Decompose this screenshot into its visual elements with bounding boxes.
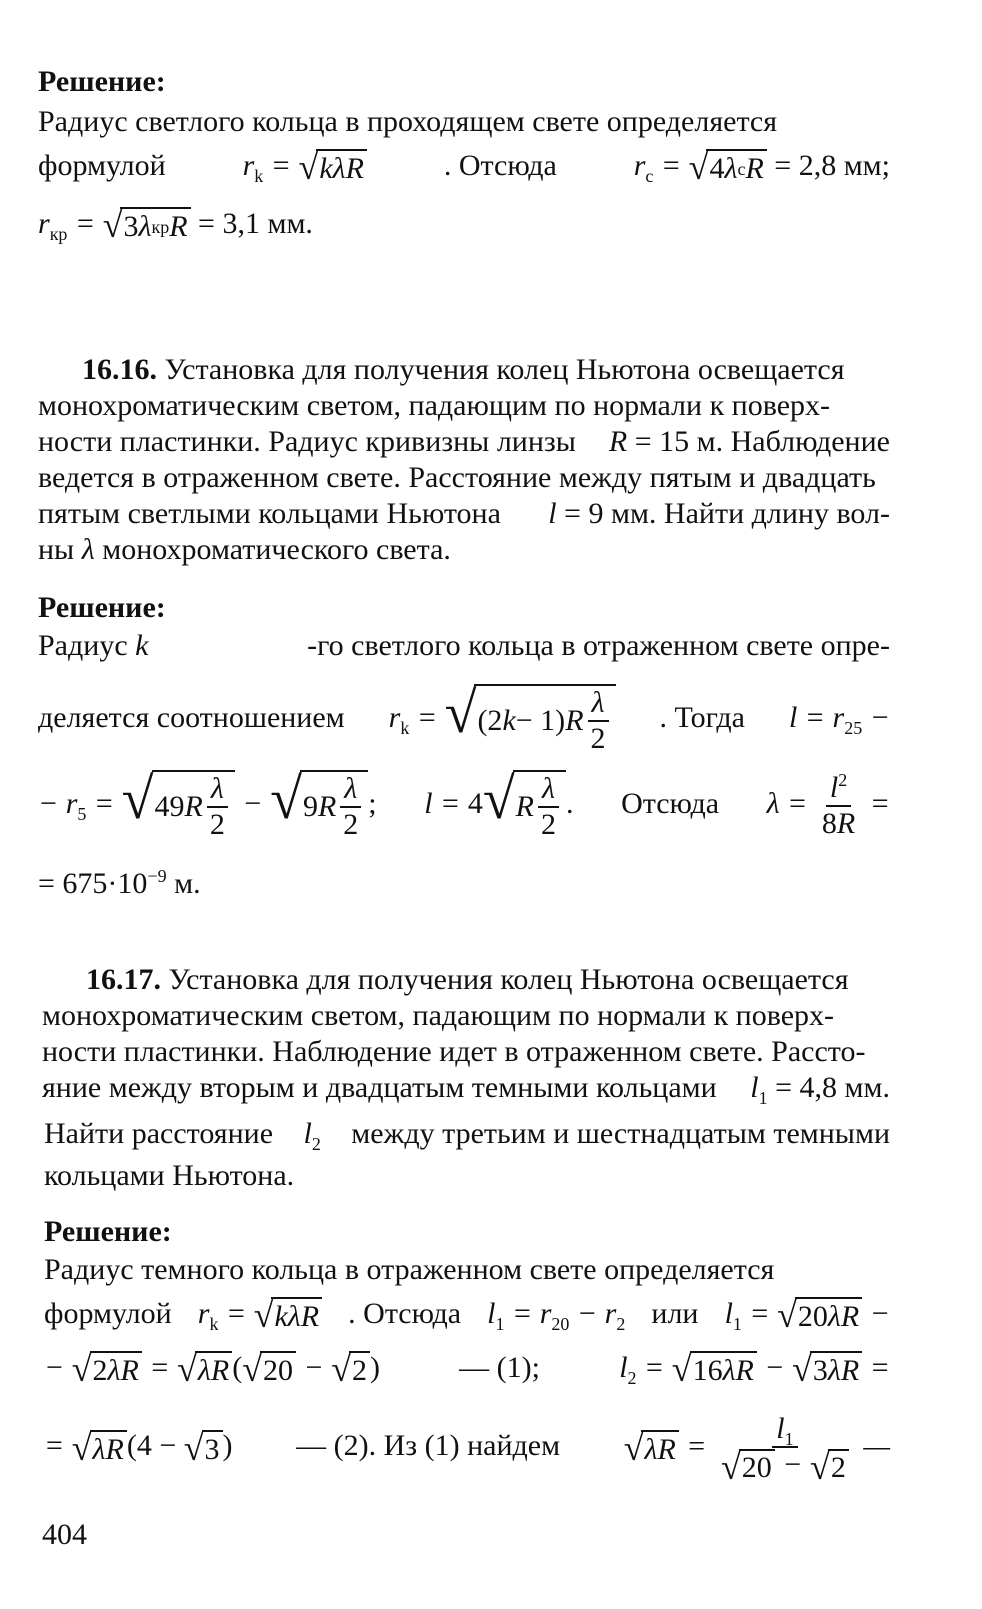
formula-sqrt-lambda-r: √ λR = $l_1$ √ 20 − √ 2 — [623, 1412, 890, 1488]
formula-rc: $r_c$ = √ 4 λ c R = 2,8 мм; [633, 147, 890, 188]
text-line: Радиус темного кольца в отраженном свете определяется [44, 1253, 775, 1286]
formula-lambda: λ = $\frac{l^2}{8R}$ = [766, 770, 890, 840]
formula-eq1: − √ 2 λR = √ λR ( √ 20 − √ 2 ) [44, 1349, 380, 1390]
text-line: кольцами Ньютона. [44, 1159, 295, 1192]
text-line: Радиус k -го светлого кольца в отраженном свете опре- [38, 629, 890, 662]
text-line: ны λ монохроматического света. [38, 533, 451, 566]
text-line: монохроматическим светом, падающим по нормали к поверх- [38, 389, 830, 422]
solution-heading: Решение: [38, 65, 166, 98]
formula-line: − √ 2 λR = √ λR ( √ 20 − √ 2 ) — (1); $l_2$ = √ 16 λR − √ 3 λR = [44, 1349, 890, 1390]
formula-eq2: = √ λR (4 − √ 3 ) [44, 1427, 233, 1468]
formula-rk-bright: $r_k$ = √ (2 k − 1) R $\frac{\lambda}{2}$ [389, 684, 616, 756]
text-line: пятым светлыми кольцами Ньютона l = 9 мм. Найти длину вол- [38, 497, 890, 530]
problem-16-17: 16.17. Установка для получения колец Ньютона освещается [86, 963, 849, 996]
text-line: яние между вторым и двадцатым темными кольцами $l_1 = 4,8$ мм. [42, 1071, 890, 1108]
page-number: 404 [42, 1518, 87, 1551]
text-line: Найти расстояние $l_2$ между третьим и шестнадцатым темными [44, 1117, 890, 1154]
problem-16-16: 16.16. Установка для получения колец Ньютона освещается [82, 353, 845, 386]
formula-rkr: $r_{кр}$ = √ 3 λ кр R = 3,1 мм. [38, 205, 313, 246]
formula-line: = $675\cdot 10^{-9}$ м. [38, 866, 201, 900]
formula-rk: $r_k$ = √ kλR [243, 148, 367, 187]
text-line: ности пластинки. Радиус кривизны линзы R = 15 м. Наблюдение [38, 425, 890, 458]
solution-heading: Решение: [44, 1215, 172, 1248]
formula-l2: $l_2$ = √ 16 λR − √ 3 λR = [619, 1349, 890, 1390]
formula-line: деляется соотношением $r_k$ = √ (2 k − 1) R $\frac{\lambda}{2}$ . Тогда $l = r_{25}$ − [38, 680, 890, 755]
solution-heading: Решение: [38, 591, 166, 624]
formula-rk-dark: $r_k$ = √ kλR [198, 1296, 322, 1335]
formula-line [38, 206, 890, 245]
formula-line: формулой $r_k$ = √ kλR . Отсюда $l_1 = r_{20} - r_2$ или $l_1$ = √ 20 λR − [44, 1295, 890, 1336]
formula-line: = √ λR (4 − √ 3 ) — (2). Из (1) найдем √ λR = $l_1$ √ 20 − √ 2 — [44, 1412, 890, 1488]
text-line: Радиус светлого кольца в проходящем свете определяется [38, 105, 778, 138]
formula-l-diff: − $r_5$ = √ 49 R $\frac{\lambda}{2}$ − √ 9 R $\frac{\lambda}{2}$ ; [38, 766, 377, 841]
text-line: монохроматическим светом, падающим по нормали к поверх- [42, 999, 834, 1032]
formula-line: формулой $r_k$ = √ kλR . Отсюда $r_c$ = √ 4 λ c R = 2,8 мм; [38, 147, 890, 188]
text-line: ведется в отраженном свете. Расстояние между пятым и двадцать [38, 461, 876, 494]
text-line: ности пластинки. Наблюдение идет в отраженном свете. Рассто- [42, 1035, 866, 1068]
formula-l: l = 4 √ R $\frac{\lambda}{2}$ . [424, 766, 574, 841]
formula-line: − $r_5$ = √ 49 R $\frac{\lambda}{2}$ − √ 9 R $\frac{\lambda}{2}$ ; l = 4 √ R $\frac{\lambda}{2}$ . Отсюда λ = $\frac{l^2}{8R}$ = [38, 766, 890, 841]
